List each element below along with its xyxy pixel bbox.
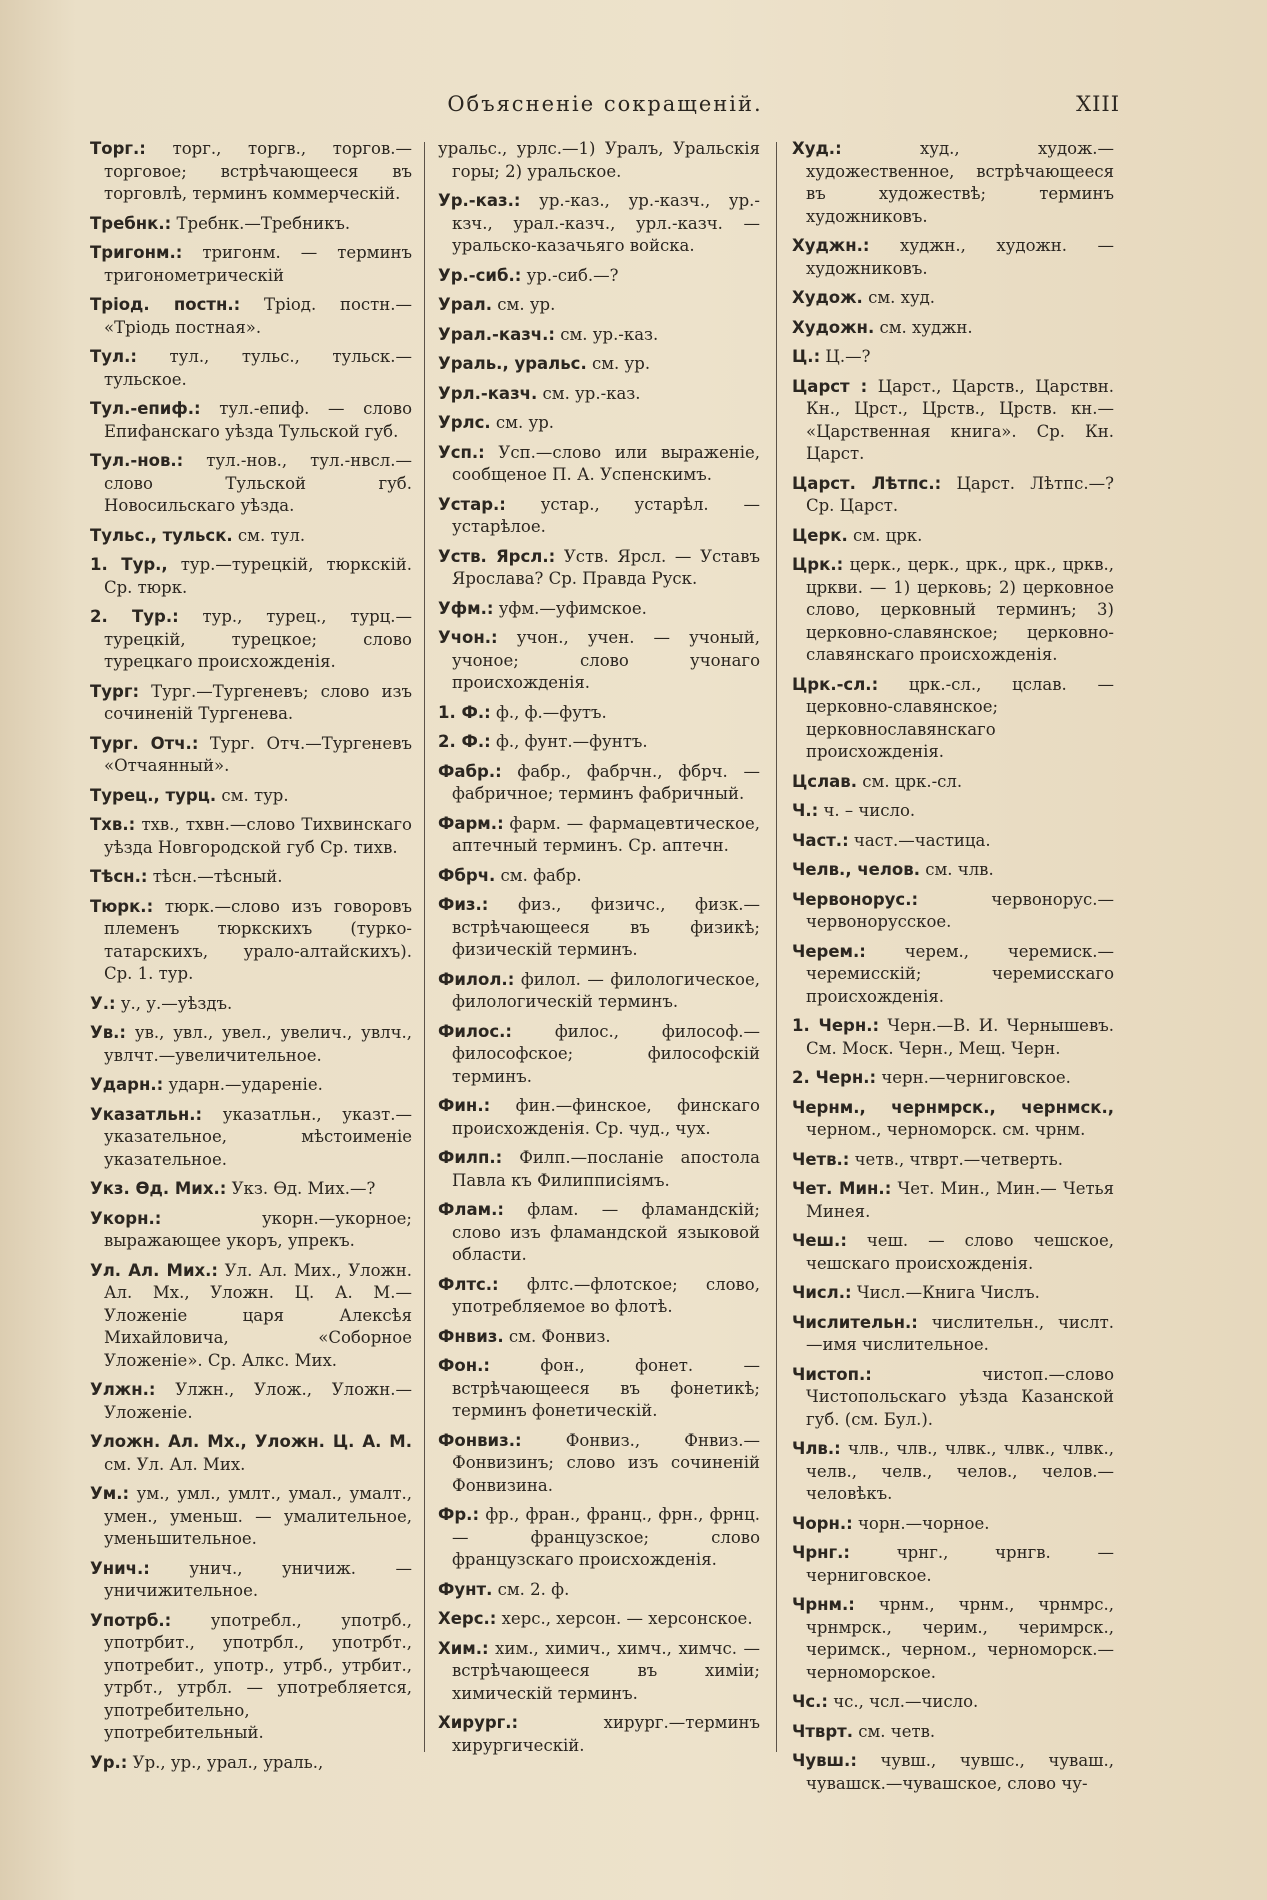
entry-headword: Церк. xyxy=(792,525,848,545)
entry-headword: Фонвиз.: xyxy=(438,1430,522,1450)
dictionary-entry xyxy=(438,731,760,754)
dictionary-entry xyxy=(438,1608,760,1631)
entry-headword: Црк.-сл.: xyxy=(792,674,879,694)
entry-definition: тул.-епиф. — слово Епифанскаго уѣзда Тульской губ. xyxy=(104,399,412,441)
entry-headword: У.: xyxy=(90,993,116,1013)
entry-headword: Фунт. xyxy=(438,1579,493,1599)
entry-headword: Филол.: xyxy=(438,969,515,989)
dictionary-entry xyxy=(438,1430,760,1498)
dictionary-entry xyxy=(438,702,760,725)
entry-headword: Ударн.: xyxy=(90,1075,164,1094)
dictionary-entry xyxy=(90,554,412,599)
entry-headword: Усп.: xyxy=(438,442,485,462)
entry-headword: Тхв.: xyxy=(90,815,136,834)
entry-headword: Челв., челов. xyxy=(792,860,920,879)
entry-definition: употребл., употрб., употрбит., употрбл., употрбт., употребит., употр., утрб., утрбит., утрбт., утрбл. — употребляется, употребительно, употребительный. xyxy=(104,1610,412,1742)
entry-headword: Урал. xyxy=(438,295,493,314)
entry-definition: Фонвиз., Фнвиз.—Фонвизинъ; слово изъ сочиненій Фонвизина. xyxy=(452,1430,760,1495)
entry-definition: чс., чсл.—число. xyxy=(827,1692,979,1711)
entry-definition: ч. – число. xyxy=(818,801,916,820)
entry-definition: черном., черноморск. см. чрнм. xyxy=(806,1120,1086,1139)
entry-headword: Учон.: xyxy=(438,628,498,647)
dictionary-entry xyxy=(90,1074,412,1097)
entry-definition: филол. — филологическое, филологическій терминъ. xyxy=(452,969,760,1011)
entry-definition: фабр., фабрчн., фбрч. — фабричное; терминъ фабричный. xyxy=(452,761,760,803)
entry-definition: Ур., ур., урал., ураль., xyxy=(127,1752,324,1772)
dictionary-entry xyxy=(90,1379,412,1424)
dictionary-entry xyxy=(792,1097,1114,1142)
dictionary-entry xyxy=(90,1752,412,1775)
entry-headword: Чрнм.: xyxy=(792,1595,855,1614)
entry-definition: Царст., Царств., Царствн. Кн., Црст., Црств., Црств. кн.— «Царственная книга». Ср. Кн. Царст. xyxy=(806,376,1114,463)
entry-headword: Тул.: xyxy=(90,347,137,366)
column-divider-1 xyxy=(424,142,425,1752)
entry-definition: устар., устарѣл. — устарѣлое. xyxy=(452,494,760,536)
entry-headword: Част.: xyxy=(792,830,849,850)
dictionary-entry xyxy=(438,138,760,183)
entry-definition: чистоп.—слово Чистопольскаго уѣзда Казанской губ. (см. Бул.). xyxy=(806,1364,1114,1429)
entry-definition: у., у.—уѣздъ. xyxy=(115,993,233,1013)
entry-headword: Царст : xyxy=(792,376,868,396)
entry-definition: тѣсн.—тѣсный. xyxy=(147,867,283,886)
entry-headword: Чеш.: xyxy=(792,1231,847,1250)
entry-headword: Уфм.: xyxy=(438,598,494,618)
column-3 xyxy=(792,138,1114,1802)
dictionary-entry xyxy=(438,190,760,258)
dictionary-entry xyxy=(438,1274,760,1319)
entry-headword: Укз. Өд. Мих.: xyxy=(90,1179,227,1198)
entry-headword: Тульс., тульск. xyxy=(90,525,233,545)
dictionary-entry xyxy=(90,993,412,1016)
dictionary-entry xyxy=(792,771,1114,794)
dictionary-entry xyxy=(438,294,760,317)
entry-headword: Ув.: xyxy=(90,1023,127,1042)
entry-headword: Чувш.: xyxy=(792,1751,857,1770)
dictionary-entry xyxy=(438,546,760,591)
dictionary-entry xyxy=(90,346,412,391)
entry-headword: Чрнг.: xyxy=(792,1543,851,1562)
dictionary-entry xyxy=(90,213,412,236)
entry-definition: см. худ. xyxy=(862,288,936,307)
column-divider-2 xyxy=(776,142,777,1752)
dictionary-entry xyxy=(438,969,760,1014)
entry-headword: Тригонм.: xyxy=(90,243,183,262)
entry-headword: Числ.: xyxy=(792,1283,852,1302)
entry-definition: указатльн., указт.— указательное, мѣстоименіе указательное. xyxy=(104,1104,412,1169)
dictionary-entry xyxy=(90,1610,412,1745)
entry-definition: фарм. — фармацевтическое, аптечный терминъ. Ср. аптечн. xyxy=(452,813,760,855)
dictionary-entry xyxy=(792,235,1114,280)
entry-definition: худ., худож.—художественное, встрѣчающееся въ художествѣ; терминъ художниковъ. xyxy=(806,139,1114,226)
dictionary-entry xyxy=(792,674,1114,764)
dictionary-entry xyxy=(792,473,1114,518)
dictionary-entry xyxy=(792,1513,1114,1536)
entry-definition: тур.—турецкій, тюркскій. Ср. тюрк. xyxy=(104,555,412,597)
dictionary-entry xyxy=(90,1431,412,1476)
dictionary-entry xyxy=(438,412,760,435)
entry-headword: Ур.-сиб.: xyxy=(438,265,522,285)
dictionary-entry xyxy=(792,1542,1114,1587)
entry-definition: Царст. Лѣтпс.—? Ср. Царст. xyxy=(806,473,1114,515)
entry-headword: 2. Черн.: xyxy=(792,1068,877,1087)
entry-definition: Числ.—Книга Числъ. xyxy=(851,1283,1040,1302)
dictionary-entry xyxy=(90,606,412,674)
dictionary-entry xyxy=(792,376,1114,466)
entry-definition: чувш., чувшс., чуваш., чувашск.—чувашское, слово чу- xyxy=(806,1751,1114,1793)
dictionary-entry xyxy=(90,866,412,889)
dictionary-entry xyxy=(90,814,412,859)
dictionary-entry xyxy=(90,294,412,339)
entry-definition: см. црк. xyxy=(847,525,923,545)
entry-headword: Члв.: xyxy=(792,1439,841,1458)
entry-definition: четв., чтврт.—четверть. xyxy=(849,1149,1064,1169)
entry-definition: част.—частица. xyxy=(848,830,991,850)
dictionary-entry xyxy=(438,1095,760,1140)
entry-headword: Укорн.: xyxy=(90,1208,162,1228)
entry-headword: Устар.: xyxy=(438,494,506,514)
page-number: XIII xyxy=(1076,92,1120,116)
dictionary-entry xyxy=(438,1326,760,1349)
entry-definition: тур., турец., турц.—турецкій, турецкое; слово турецкаго происхожденія. xyxy=(104,607,412,671)
entry-headword: Фбрч. xyxy=(438,865,496,885)
entry-definition: ур.-сиб.—? xyxy=(521,265,619,285)
entry-headword: 1. Тур., xyxy=(90,555,168,574)
entry-definition: чрнм., чрнм., чрнмрс., чрнмрск., черим., черимрск., черимск., черном., черноморск.—черноморское. xyxy=(806,1595,1114,1682)
dictionary-entry xyxy=(90,733,412,778)
dictionary-entry xyxy=(438,1712,760,1757)
entry-headword: Употрб.: xyxy=(90,1610,172,1630)
entry-headword: Чорн.: xyxy=(792,1513,853,1533)
dictionary-entry xyxy=(90,450,412,518)
entry-headword: Флтс.: xyxy=(438,1274,499,1294)
entry-definition: филос., философ.—философское; философскій терминъ. xyxy=(452,1021,760,1086)
entry-definition: см. црк.-сл. xyxy=(857,771,963,791)
entry-definition: тюрк.—слово изъ говоровъ племенъ тюркскихъ (турко-татарскихъ, урало-алтайскихъ). Ср. 1. тур. xyxy=(104,896,412,983)
entry-definition: уральс., урлс.—1) Уралъ, Уральскія горы; 2) уральское. xyxy=(438,139,760,181)
entry-definition: ф., фунт.—фунтъ. xyxy=(490,732,648,751)
entry-headword: Тург. Отч.: xyxy=(90,733,199,753)
entry-headword: Ум.: xyxy=(90,1484,130,1503)
dictionary-entry xyxy=(792,1691,1114,1714)
dictionary-entry xyxy=(792,1721,1114,1744)
entry-headword: Ул. Ал. Мих.: xyxy=(90,1260,219,1280)
dictionary-entry xyxy=(792,138,1114,228)
entry-headword: Фнвиз. xyxy=(438,1326,504,1346)
entry-definition: Уств. Ярсл. — Уставъ Ярослава? Ср. Правда Руск. xyxy=(452,546,760,588)
dictionary-entry xyxy=(438,1199,760,1267)
dictionary-entry xyxy=(792,941,1114,1009)
entry-definition: см. худжн. xyxy=(874,317,973,337)
dictionary-entry xyxy=(792,1149,1114,1172)
entry-definition: ур.-каз., ур.-казч., ур.-кзч., урал.-казч., урл.-казч. — уральско-казачьяго войска. xyxy=(452,191,760,255)
dictionary-entry xyxy=(438,1021,760,1089)
entry-headword: Уложн. Ал. Мх., Уложн. Ц. А. М. xyxy=(90,1432,412,1451)
dictionary-entry xyxy=(792,889,1114,934)
entry-definition: см. 2. ф. xyxy=(492,1579,570,1599)
entry-definition: Тург. Отч.—Тургеневъ «Отчаянный». xyxy=(104,733,412,775)
dictionary-entry xyxy=(438,324,760,347)
entry-definition: см. ур.-каз. xyxy=(537,383,641,403)
dictionary-entry xyxy=(90,896,412,986)
dictionary-entry xyxy=(438,813,760,858)
dictionary-entry xyxy=(90,1558,412,1603)
dictionary-entry xyxy=(792,1282,1114,1305)
dictionary-entry xyxy=(90,138,412,206)
dictionary-entry xyxy=(792,554,1114,667)
dictionary-entry xyxy=(792,859,1114,882)
dictionary-entry xyxy=(90,1260,412,1373)
entry-headword: Черем.: xyxy=(792,941,866,961)
entry-definition: числительн., числт. —имя числительное. xyxy=(806,1312,1114,1354)
entry-definition: Требнк.—Требникъ. xyxy=(171,213,351,233)
entry-headword: Хим.: xyxy=(438,1638,489,1658)
dictionary-entry xyxy=(792,346,1114,369)
dictionary-entry xyxy=(90,242,412,287)
entry-headword: Ураль., уральс. xyxy=(438,354,587,373)
entry-definition: см. ур. xyxy=(492,295,556,314)
dictionary-entry xyxy=(90,681,412,726)
entry-headword: Хирург.: xyxy=(438,1713,519,1732)
entry-headword: 1. Ф.: xyxy=(438,702,491,722)
entry-definition: чрнг., чрнгв. — черниговское. xyxy=(806,1543,1114,1585)
entry-headword: Торг.: xyxy=(90,139,146,158)
entry-definition: червонорус.—червонорусское. xyxy=(806,889,1114,931)
entry-definition: чеш. — слово чешское, чешскаго происхожденія. xyxy=(806,1231,1114,1273)
entry-definition: см. ур. xyxy=(490,413,554,432)
dictionary-entry xyxy=(90,1208,412,1253)
entry-headword: Тюрк.: xyxy=(90,896,154,916)
entry-headword: Худжн.: xyxy=(792,236,870,255)
entry-definition: торг., торгв., торгов.—торговое; встрѣчающееся въ торговлѣ, терминъ коммерческій. xyxy=(104,139,412,203)
entry-definition: тхв., тхвн.—слово Тихвинскаго уѣзда Новгородской губ Ср. тихв. xyxy=(104,815,412,857)
entry-headword: Урлс. xyxy=(438,413,491,432)
dictionary-entry xyxy=(792,1015,1114,1060)
entry-definition: хим., химич., химч., химчс. — встрѣчающееся въ химіи; химическій терминъ. xyxy=(452,1638,760,1703)
column-1 xyxy=(90,138,412,1781)
entry-headword: Ч.: xyxy=(792,801,819,820)
entry-headword: 1. Черн.: xyxy=(792,1016,880,1035)
entry-definition: ум., умл., умлт., умал., умалт., умен., уменьш. — умалительное, уменьшительное. xyxy=(104,1484,412,1548)
entry-definition: Чет. Мин., Мин.— Четья Минея. xyxy=(806,1179,1114,1221)
dictionary-entry xyxy=(438,894,760,962)
dictionary-entry xyxy=(792,1594,1114,1684)
entry-definition: см. четв. xyxy=(852,1721,936,1741)
entry-definition: укорн.—укорное; выражающее укоръ, упрекъ. xyxy=(104,1208,412,1250)
entry-headword: Червонорус.: xyxy=(792,889,919,909)
page-header xyxy=(90,92,1120,128)
entry-definition: флтс.—флотское; слово, употребляемое во флотѣ. xyxy=(452,1274,760,1316)
entry-headword: Ур.-каз.: xyxy=(438,191,521,210)
dictionary-entry xyxy=(90,1104,412,1172)
entry-headword: Ц.: xyxy=(792,347,821,366)
entry-headword: Флам.: xyxy=(438,1200,504,1219)
entry-headword: Тург: xyxy=(90,681,140,701)
entry-headword: Улжн.: xyxy=(90,1380,156,1399)
entry-definition: см. ур. xyxy=(586,354,651,373)
entry-headword: Чс.: xyxy=(792,1692,828,1711)
entry-headword: 2. Ф.: xyxy=(438,732,491,751)
dictionary-entry xyxy=(792,1438,1114,1506)
entry-headword: Тул.-епиф.: xyxy=(90,399,201,418)
dictionary-entry xyxy=(438,353,760,376)
dictionary-entry xyxy=(792,1230,1114,1275)
entry-headword: Тѣсн.: xyxy=(90,867,148,886)
entry-headword: Требнк.: xyxy=(90,213,172,233)
entry-headword: Фон.: xyxy=(438,1356,490,1375)
dictionary-entry xyxy=(438,1579,760,1602)
entry-definition: худжн., художн. — художниковъ. xyxy=(806,236,1114,278)
entry-definition: фин.—финское, финскаго происхожденія. Ср. чуд., чух. xyxy=(452,1096,760,1138)
entry-headword: Ур.: xyxy=(90,1752,128,1772)
entry-headword: Урал.-казч.: xyxy=(438,324,555,344)
entry-headword: Цслав. xyxy=(792,771,858,791)
entry-headword: Херс.: xyxy=(438,1609,497,1628)
entry-definition: учон., учен. — учоный, учоное; слово учонаго происхожденія. xyxy=(452,628,760,692)
dictionary-entry xyxy=(792,317,1114,340)
entry-definition: ув., увл., увел., увелич., увлч., увлчт.—увеличительное. xyxy=(104,1023,412,1065)
entry-definition: фон., фонет. — встрѣчающееся въ фонетикѣ; терминъ фонетическій. xyxy=(452,1356,760,1420)
entry-definition: см. тур. xyxy=(216,785,289,805)
entry-definition: физ., физичс., физк.—встрѣчающееся въ физикѣ; физическій терминъ. xyxy=(452,895,760,959)
dictionary-entry xyxy=(792,1067,1114,1090)
entry-headword: Худ.: xyxy=(792,139,842,158)
entry-headword: Указатльн.: xyxy=(90,1104,203,1124)
entry-definition: Филп.—посланіе апостола Павла къ Филипписіямъ. xyxy=(452,1148,760,1190)
entry-headword: Урл.-казч. xyxy=(438,383,538,403)
dictionary-entry xyxy=(438,265,760,288)
dictionary-entry xyxy=(792,287,1114,310)
entry-headword: Црк.: xyxy=(792,555,844,574)
entry-headword: Уств. Ярсл.: xyxy=(438,546,556,566)
entry-definition: црк.-сл., цслав. — церковно-славянское; церковнославянскаго происхожденія. xyxy=(806,674,1114,761)
entry-headword: Унич.: xyxy=(90,1558,150,1578)
entry-headword: Чет. Мин.: xyxy=(792,1179,892,1198)
dictionary-entry xyxy=(438,494,760,539)
entry-definition: фр., фран., франц., фрн., фрнц.— французское; слово французскаго происхожденія. xyxy=(452,1505,760,1569)
dictionary-entry xyxy=(438,1355,760,1423)
entry-definition: уфм.—уфимское. xyxy=(493,598,647,618)
entry-definition: тул., тульс., тульск.—тульское. xyxy=(104,347,412,389)
dictionary-entry xyxy=(438,442,760,487)
entry-definition: ф., ф.—футъ. xyxy=(490,702,607,722)
dictionary-entry xyxy=(90,1178,412,1201)
entry-definition: Черн.—В. И. Чернышевъ. См. Моск. Черн., Мещ. Черн. xyxy=(806,1016,1114,1058)
dictionary-entry xyxy=(792,1178,1114,1223)
dictionary-entry xyxy=(792,800,1114,823)
entry-definition: Тріод. постн.— «Тріодь постная». xyxy=(104,295,413,337)
entry-definition: Тург.—Тургеневъ; слово изъ сочиненій Тургенева. xyxy=(104,681,412,723)
entry-definition: см. ур.-каз. xyxy=(554,324,659,344)
column-2 xyxy=(438,138,760,1764)
entry-definition: см. члв. xyxy=(919,860,994,879)
dictionary-entry xyxy=(90,1483,412,1551)
entry-definition: Ул. Ал. Мих., Уложн. Ал. Мх., Уложн. Ц. А. М.— Уложеніе царя Алексѣя Михайловича, «Соборное Уложеніе». Ср. Алкс. Мих. xyxy=(104,1260,412,1370)
dictionary-entry xyxy=(792,830,1114,853)
entry-headword: Тул.-нов.: xyxy=(90,451,184,470)
dictionary-entry xyxy=(438,598,760,621)
dictionary-entry xyxy=(438,865,760,888)
entry-definition: см. тул. xyxy=(232,525,306,545)
entry-definition: см. Ул. Ал. Мих. xyxy=(104,1454,246,1474)
entry-headword: Тріод. постн.: xyxy=(90,295,241,314)
dictionary-entry xyxy=(792,525,1114,548)
entry-definition: Усп.—слово или выраженіе, сообщеное П. А. Успенскимъ. xyxy=(452,442,760,484)
entry-definition: члв., члв., члвк., члвк., члвк., челв., челв., челов., челов.—человѣкъ. xyxy=(806,1439,1114,1503)
dictionary-entry xyxy=(792,1364,1114,1432)
entry-headword: Четв.: xyxy=(792,1149,850,1169)
entry-definition: Ц.—? xyxy=(820,347,871,366)
entry-headword: Чернм., чернмрск., чернмск., xyxy=(792,1097,1114,1117)
entry-headword: Чистоп.: xyxy=(792,1364,872,1384)
entry-definition: хирург.—терминъ хирургическій. xyxy=(452,1713,760,1755)
entry-definition: ударн.—удареніе. xyxy=(163,1075,323,1094)
dictionary-entry xyxy=(792,1312,1114,1357)
entry-definition: херс., херсон. — херсонское. xyxy=(496,1609,753,1628)
dictionary-entry xyxy=(90,785,412,808)
dictionary-entry xyxy=(438,1147,760,1192)
entry-definition: черем., черемиск.—черемисскій; черемисскаго происхожденія. xyxy=(806,941,1114,1006)
dictionary-entry xyxy=(438,1638,760,1706)
entry-headword: Фин.: xyxy=(438,1096,491,1115)
entry-headword: Царст. Лѣтпс.: xyxy=(792,473,942,493)
entry-headword: Числительн.: xyxy=(792,1312,918,1332)
entry-definition: флам. — фламандскій; слово изъ фламандской языковой области. xyxy=(452,1200,760,1264)
dictionary-entry xyxy=(90,1022,412,1067)
entry-headword: Фабр.: xyxy=(438,761,502,781)
entry-headword: Фарм.: xyxy=(438,813,504,833)
entry-headword: 2. Тур.: xyxy=(90,607,179,626)
entry-headword: Художн. xyxy=(792,317,875,337)
dictionary-entry xyxy=(90,398,412,443)
dictionary-entry xyxy=(90,525,412,548)
dictionary-entry xyxy=(438,761,760,806)
entry-definition: см. фабр. xyxy=(495,865,582,885)
entry-headword: Худож. xyxy=(792,288,863,307)
entry-definition: тул.-нов., тул.-нвсл.— слово Тульской губ. Новосильскаго уѣзда. xyxy=(104,451,412,515)
dictionary-entry xyxy=(438,383,760,406)
entry-definition: черн.—черниговское. xyxy=(876,1068,1071,1087)
dictionary-entry xyxy=(792,1750,1114,1795)
entry-definition: Укз. Өд. Мих.—? xyxy=(226,1179,376,1198)
dictionary-entry xyxy=(438,1504,760,1572)
entry-headword: Физ.: xyxy=(438,895,489,914)
entry-definition: Улжн., Улож., Уложн.— Уложеніе. xyxy=(104,1380,412,1422)
dictionary-entry xyxy=(438,627,760,695)
entry-headword: Чтврт. xyxy=(792,1721,853,1741)
entry-headword: Турец., турц. xyxy=(90,785,217,805)
page-title: Объясненіе сокращеній. xyxy=(447,92,763,116)
entry-headword: Филос.: xyxy=(438,1021,512,1041)
entry-headword: Фр.: xyxy=(438,1505,480,1524)
entry-definition: тригонм. — терминъ тригонометрическій xyxy=(104,243,412,285)
entry-headword: Филп.: xyxy=(438,1148,503,1167)
entry-definition: унич., уничиж. — уничижительное. xyxy=(104,1558,412,1600)
entry-definition: чорн.—чорное. xyxy=(852,1513,990,1533)
entry-definition: см. Фонвиз. xyxy=(503,1326,611,1346)
entry-definition: церк., церк., црк., црк., цркв., цркви. — 1) церковь; 2) церковное слово, церковный терминъ; 3) церковно-славянское; церковно-славянскаго происхожденія. xyxy=(806,555,1114,664)
